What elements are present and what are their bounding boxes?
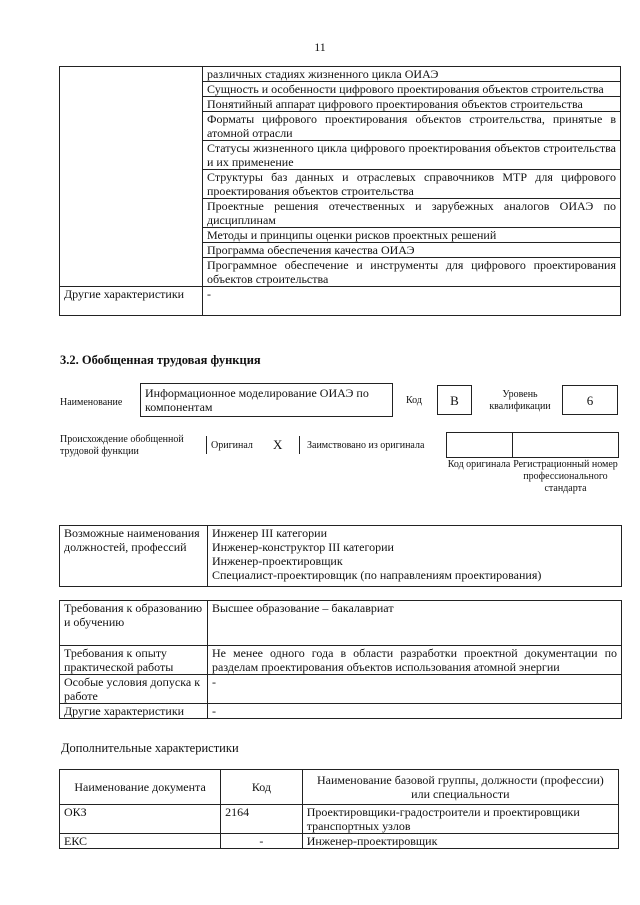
origin-row [201,432,619,458]
name-value: Информационное моделирование ОИАЭ по компонентам [140,383,393,417]
group-cell: Инженер-проектировщик [302,834,618,849]
original-code-caption: Код оригинала [447,459,511,470]
extra-characteristics-title: Дополнительные характеристики [61,741,239,755]
table-header-row [60,770,619,805]
group-cell: Проектировщики-градостроители и проектировщики транспортных узлов [302,805,618,834]
header-group: Наименование базовой группы, должности (профессии) или специальности [302,770,618,805]
level-label: Уровень квалификации [489,389,551,412]
admission-label: Особые условия допуска к работе [60,675,208,704]
registration-number-caption: Регистрационный номер профессионального стандарта [513,459,618,494]
position-item: Инженер-конструктор III категории [212,540,394,554]
positions-label: Возможные наименования должностей, профессий [60,526,208,587]
original-label: Оригинал [211,440,253,451]
experience-label: Требования к опыту практической работы [60,646,208,675]
document-cell: ОКЗ [60,805,221,834]
page-number: 11 [314,40,326,54]
knowledge-item: Программное обеспечение и инструменты для цифрового проектирования объектов строительства [203,258,621,287]
extra-characteristics-table [59,769,619,849]
section-title: 3.2. Обобщенная трудовая функция [60,353,261,367]
other-label: Другие характеристики [60,704,208,719]
positions-list [208,526,622,587]
table-row [60,601,622,646]
table-row [60,526,622,587]
knowledge-table [59,66,621,316]
position-item: Инженер-проектировщик [212,554,343,568]
code-label: Код [406,395,422,406]
knowledge-item: Программа обеспечения качества ОИАЭ [203,243,621,258]
divider [206,436,207,454]
position-item: Специалист-проектировщик (по направлениям проектирования) [212,568,542,582]
education-value: Высшее образование – бакалавриат [208,601,622,646]
positions-table [59,525,622,587]
original-mark: X [273,437,283,452]
knowledge-item: Статусы жизненного цикла цифрового проектирования объектов строительства и их применение [203,141,621,170]
document-cell: ЕКС [60,834,221,849]
code-value: B [437,385,472,415]
code-cell: - [221,834,303,849]
knowledge-item: Проектные решения отечественных и зарубежных аналогов ОИАЭ по дисциплинам [203,199,621,228]
admission-value: - [208,675,622,704]
header-code: Код [221,770,303,805]
table-row [60,834,619,849]
divider [299,436,300,454]
knowledge-item: различных стадиях жизненного цикла ОИАЭ [203,67,621,82]
position-item: Инженер III категории [212,526,327,540]
knowledge-item: Форматы цифрового проектирования объектов строительства, принятые в атомной отрасли [203,112,621,141]
table-row [60,675,622,704]
other-characteristics-label: Другие характеристики [60,287,203,316]
label-cell [60,67,203,287]
registration-number-cell [512,432,619,458]
other-characteristics-value: - [203,287,621,316]
code-cell: 2164 [221,805,303,834]
knowledge-item: Методы и принципы оценки рисков проектных решений [203,228,621,243]
name-label: Наименование [60,397,123,408]
knowledge-item: Структуры баз данных и отраслевых справочников МТР для цифрового проектирования объектов строительства [203,170,621,199]
original-code-cell [446,432,512,458]
education-label: Требования к образованию и обучению [60,601,208,646]
header-document: Наименование документа [60,770,221,805]
table-row [60,704,622,719]
table-row [60,646,622,675]
table-row [60,287,621,316]
borrowed-label: Заимствовано из оригинала [307,440,425,451]
other-value: - [208,704,622,719]
origin-label: Происхождение обобщенной трудовой функции [60,434,184,457]
requirements-table [59,600,622,719]
table-row [60,67,621,82]
knowledge-item: Сущность и особенности цифрового проектирования объектов строительства [203,82,621,97]
knowledge-item: Понятийный аппарат цифрового проектирования объектов строительства [203,97,621,112]
level-value: 6 [562,385,618,415]
experience-value: Не менее одного года в области разработки проектной документации по разделам проектирования объектов использования атомной энергии [208,646,622,675]
table-row [60,805,619,834]
